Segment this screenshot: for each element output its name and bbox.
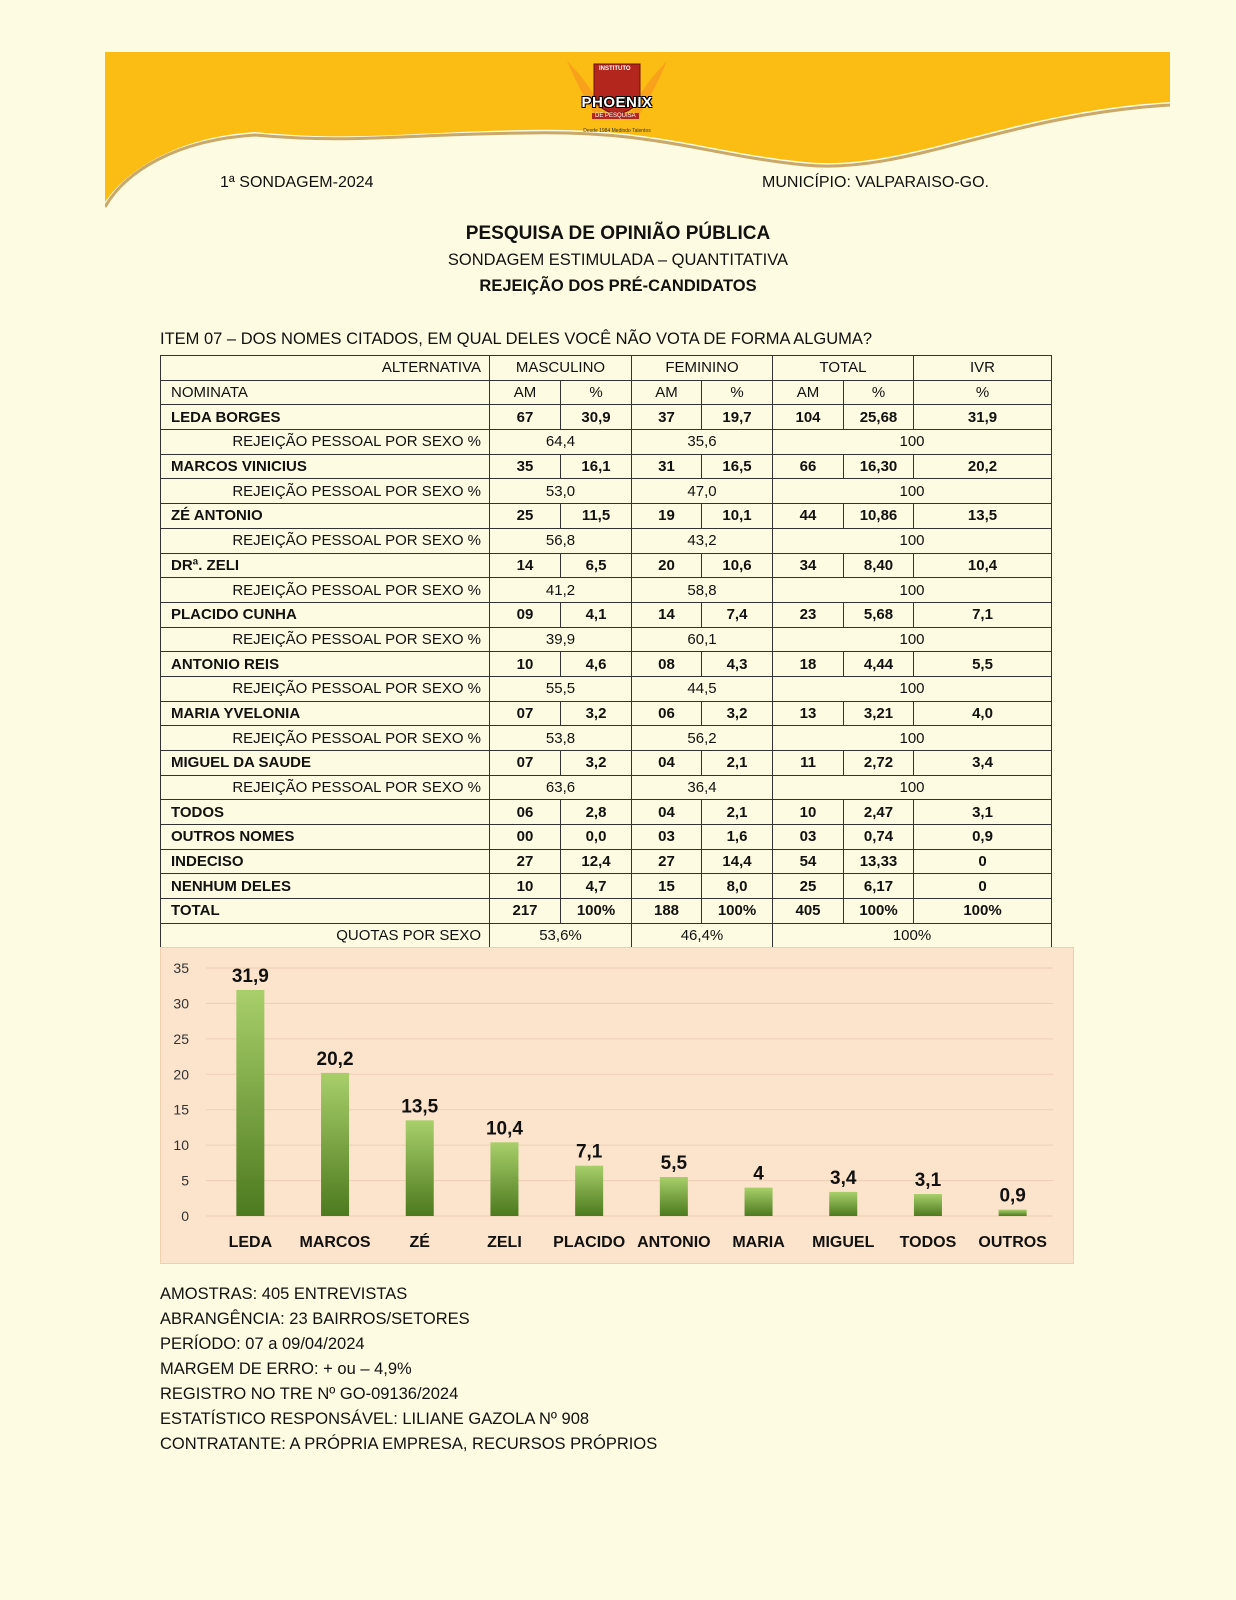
x-tick-label: MIGUEL [812, 1234, 875, 1251]
y-tick-label: 25 [173, 1030, 189, 1047]
data-label: 3,1 [914, 1170, 942, 1192]
table-row [161, 825, 1052, 850]
table-row [161, 899, 1052, 924]
data-label: 7,1 [575, 1141, 603, 1163]
table-row [161, 923, 1052, 948]
table-cell: 0,0 [561, 825, 632, 850]
candidate-name: MIGUEL DA SAUDE [161, 751, 490, 776]
table-cell: 06 [490, 800, 561, 825]
header-cell: FEMININO [632, 356, 773, 381]
candidate-name: ZÉ ANTONIO [161, 504, 490, 529]
data-label: 20,2 [316, 1048, 354, 1070]
table-cell: 27 [490, 849, 561, 874]
table-cell: 25,68 [844, 405, 914, 430]
table-cell: 12,4 [561, 849, 632, 874]
row-label: REJEIÇÃO PESSOAL POR SEXO % [161, 627, 490, 652]
table-cell: 67 [490, 405, 561, 430]
data-label: 31,9 [231, 965, 269, 987]
table-cell: 0 [914, 849, 1052, 874]
y-tick-label: 10 [173, 1137, 189, 1154]
table-cell: 13 [773, 701, 844, 726]
table-cell: 7,1 [914, 602, 1052, 627]
table-cell: 2,1 [702, 751, 773, 776]
candidate-name: ANTONIO REIS [161, 652, 490, 677]
rejection-table [160, 355, 1052, 949]
phoenix-logo: INSTITUTO PHOENIX DE PESQUISA Desde 1984 Medindo Talentos [562, 56, 672, 136]
table-cell: 66 [773, 454, 844, 479]
table-cell: 217 [490, 899, 561, 924]
table-row [161, 751, 1052, 776]
table-cell: 0 [914, 874, 1052, 899]
table-cell: 58,8 [632, 578, 773, 603]
candidate-name: PLACIDO CUNHA [161, 602, 490, 627]
table-row [161, 775, 1052, 800]
candidate-name: INDECISO [161, 849, 490, 874]
candidate-name: MARIA YVELONIA [161, 701, 490, 726]
table-cell: 2,47 [844, 800, 914, 825]
table-cell: 100% [773, 923, 1052, 948]
table-cell: 44,5 [632, 676, 773, 701]
table-cell: 53,6% [490, 923, 632, 948]
table-cell: 100 [773, 775, 1052, 800]
table-cell: 10 [490, 652, 561, 677]
bar-antonio [660, 1177, 688, 1216]
x-tick-label: ANTONIO [637, 1234, 711, 1251]
table-row [161, 380, 1052, 405]
table-cell: 46,4% [632, 923, 773, 948]
table-cell: 100 [773, 578, 1052, 603]
table-row [161, 553, 1052, 578]
table-cell: 43,2 [632, 528, 773, 553]
x-tick-label: MARCOS [299, 1234, 371, 1251]
methodology-notes [160, 1282, 657, 1457]
table-cell: 10,1 [702, 504, 773, 529]
row-label: REJEIÇÃO PESSOAL POR SEXO % [161, 430, 490, 455]
data-label: 5,5 [660, 1153, 688, 1175]
data-label: 0,9 [999, 1185, 1026, 1207]
table-row [161, 356, 1052, 381]
table-cell: 35,6 [632, 430, 773, 455]
bar-zé [406, 1120, 434, 1216]
table-cell: 2,72 [844, 751, 914, 776]
table-cell: 31 [632, 454, 702, 479]
table-cell: 3,1 [914, 800, 1052, 825]
table-cell: 8,40 [844, 553, 914, 578]
table-row [161, 479, 1052, 504]
table-row [161, 627, 1052, 652]
footer-line: MARGEM DE ERRO: + ou – 4,9% [160, 1360, 412, 1378]
table-cell: 53,0 [490, 479, 632, 504]
bar-zeli [490, 1142, 518, 1216]
table-cell: 36,4 [632, 775, 773, 800]
table-cell: 23 [773, 602, 844, 627]
page-subtitle: SONDAGEM ESTIMULADA – QUANTITATIVA [447, 251, 789, 269]
table-cell: 5,5 [914, 652, 1052, 677]
y-tick-label: 15 [173, 1101, 189, 1118]
table-cell: 30,9 [561, 405, 632, 430]
table-row [161, 874, 1052, 899]
table-cell: 0,74 [844, 825, 914, 850]
table-cell: 19 [632, 504, 702, 529]
table-cell: 100 [773, 528, 1052, 553]
municipality: MUNICÍPIO: VALPARAISO-GO. [762, 174, 989, 191]
row-label: QUOTAS POR SEXO [161, 923, 490, 948]
candidate-name: DRª. ZELI [161, 553, 490, 578]
table-cell: 10 [773, 800, 844, 825]
table-cell: 60,1 [632, 627, 773, 652]
table-cell: 41,2 [490, 578, 632, 603]
table-cell: 06 [632, 701, 702, 726]
table-row [161, 578, 1052, 603]
header-cell: TOTAL [773, 356, 914, 381]
table-row [161, 602, 1052, 627]
table-row [161, 800, 1052, 825]
bar-maria [745, 1188, 773, 1216]
x-tick-label: MARIA [732, 1234, 785, 1251]
table-cell: 03 [632, 825, 702, 850]
table-cell: 4,3 [702, 652, 773, 677]
x-tick-label: LEDA [228, 1234, 273, 1251]
table-cell: 07 [490, 751, 561, 776]
table-row [161, 701, 1052, 726]
table-cell: 4,1 [561, 602, 632, 627]
table-row [161, 454, 1052, 479]
table-cell: 3,21 [844, 701, 914, 726]
header-cell: % [914, 380, 1052, 405]
question-text: ITEM 07 – DOS NOMES CITADOS, EM QUAL DELES VOCÊ NÃO VOTA DE FORMA ALGUMA? [160, 330, 873, 348]
row-label: REJEIÇÃO PESSOAL POR SEXO % [161, 578, 490, 603]
table-cell: 63,6 [490, 775, 632, 800]
row-label: REJEIÇÃO PESSOAL POR SEXO % [161, 528, 490, 553]
table-cell: 44 [773, 504, 844, 529]
table-cell: 188 [632, 899, 702, 924]
table-cell: 34 [773, 553, 844, 578]
table-cell: 6,5 [561, 553, 632, 578]
table-cell: 100% [914, 899, 1052, 924]
y-tick-label: 30 [173, 995, 189, 1012]
footer-line: REGISTRO NO TRE Nº GO-09136/2024 [160, 1385, 459, 1403]
table-cell: 10,86 [844, 504, 914, 529]
bar-placido [575, 1166, 603, 1216]
table-row [161, 726, 1052, 751]
table-row [161, 652, 1052, 677]
table-cell: 64,4 [490, 430, 632, 455]
row-label: REJEIÇÃO PESSOAL POR SEXO % [161, 676, 490, 701]
table-cell: 10 [490, 874, 561, 899]
table-cell: 09 [490, 602, 561, 627]
page-topic: REJEIÇÃO DOS PRÉ-CANDIDATOS [479, 277, 757, 295]
table-row [161, 430, 1052, 455]
candidate-name: TOTAL [161, 899, 490, 924]
table-cell: 100% [702, 899, 773, 924]
table-cell: 2,1 [702, 800, 773, 825]
table-cell: 13,33 [844, 849, 914, 874]
table-cell: 04 [632, 800, 702, 825]
header-cell: % [561, 380, 632, 405]
header-cell: AM [490, 380, 561, 405]
table-cell: 16,5 [702, 454, 773, 479]
data-label: 4 [753, 1163, 764, 1185]
table-cell: 100% [561, 899, 632, 924]
header-cell: ALTERNATIVA [161, 356, 490, 381]
table-cell: 08 [632, 652, 702, 677]
table-cell: 16,1 [561, 454, 632, 479]
bar-outros [999, 1210, 1027, 1216]
table-row [161, 528, 1052, 553]
candidate-name: MARCOS VINICIUS [161, 454, 490, 479]
table-cell: 47,0 [632, 479, 773, 504]
header-cell: % [844, 380, 914, 405]
footer-line: PERÍODO: 07 a 09/04/2024 [160, 1335, 365, 1353]
table-cell: 100 [773, 726, 1052, 751]
candidate-name: NENHUM DELES [161, 874, 490, 899]
table-cell: 14 [490, 553, 561, 578]
table-cell: 14,4 [702, 849, 773, 874]
table-cell: 37 [632, 405, 702, 430]
page-title: PESQUISA DE OPINIÃO PÚBLICA [465, 223, 771, 244]
table-cell: 25 [773, 874, 844, 899]
table-cell: 100 [773, 676, 1052, 701]
candidate-name: OUTROS NOMES [161, 825, 490, 850]
table-cell: 03 [773, 825, 844, 850]
footer-line: CONTRATANTE: A PRÓPRIA EMPRESA, RECURSOS PRÓPRIOS [160, 1435, 658, 1453]
row-label: REJEIÇÃO PESSOAL POR SEXO % [161, 726, 490, 751]
table-cell: 100 [773, 430, 1052, 455]
table-cell: 55,5 [490, 676, 632, 701]
table-cell: 07 [490, 701, 561, 726]
table-cell: 31,9 [914, 405, 1052, 430]
table-cell: 100 [773, 479, 1052, 504]
header-cell: MASCULINO [490, 356, 632, 381]
header-cell: % [702, 380, 773, 405]
x-tick-label: ZELI [487, 1234, 522, 1251]
header-cell: AM [773, 380, 844, 405]
y-tick-label: 35 [173, 960, 189, 976]
rejection-bar-chart [160, 947, 1074, 1264]
y-tick-label: 20 [173, 1066, 189, 1083]
bar-miguel [829, 1192, 857, 1216]
bar-todos [914, 1194, 942, 1216]
table-cell: 11 [773, 751, 844, 776]
table-cell: 2,8 [561, 800, 632, 825]
table-cell: 10,4 [914, 553, 1052, 578]
table-cell: 3,2 [561, 751, 632, 776]
header-cell: IVR [914, 356, 1052, 381]
footer-line: ESTATÍSTICO RESPONSÁVEL: LILIANE GAZOLA Nº 908 [160, 1410, 590, 1428]
row-label: REJEIÇÃO PESSOAL POR SEXO % [161, 479, 490, 504]
table-cell: 18 [773, 652, 844, 677]
bar-marcos [321, 1073, 349, 1216]
table-cell: 405 [773, 899, 844, 924]
table-cell: 39,9 [490, 627, 632, 652]
table-cell: 19,7 [702, 405, 773, 430]
footer-line: ABRANGÊNCIA: 23 BAIRROS/SETORES [160, 1310, 470, 1328]
table-cell: 104 [773, 405, 844, 430]
data-label: 10,4 [485, 1118, 523, 1140]
table-cell: 6,17 [844, 874, 914, 899]
table-cell: 4,0 [914, 701, 1052, 726]
table-cell: 4,7 [561, 874, 632, 899]
x-tick-label: OUTROS [978, 1234, 1047, 1251]
table-cell: 3,2 [702, 701, 773, 726]
table-cell: 20 [632, 553, 702, 578]
table-cell: 10,6 [702, 553, 773, 578]
table-cell: 4,44 [844, 652, 914, 677]
table-cell: 54 [773, 849, 844, 874]
candidate-name: TODOS [161, 800, 490, 825]
table-row [161, 504, 1052, 529]
table-cell: 56,8 [490, 528, 632, 553]
table-cell: 16,30 [844, 454, 914, 479]
table-cell: 7,4 [702, 602, 773, 627]
table-cell: 8,0 [702, 874, 773, 899]
data-label: 13,5 [401, 1096, 439, 1118]
x-tick-label: TODOS [899, 1234, 957, 1251]
survey-edition: 1ª SONDAGEM-2024 [220, 174, 374, 191]
table-row [161, 849, 1052, 874]
table-cell: 20,2 [914, 454, 1052, 479]
table-cell: 5,68 [844, 602, 914, 627]
table-cell: 3,4 [914, 751, 1052, 776]
table-cell: 14 [632, 602, 702, 627]
bar-leda [236, 990, 264, 1216]
table-cell: 27 [632, 849, 702, 874]
table-row [161, 405, 1052, 430]
table-cell: 100% [844, 899, 914, 924]
y-tick-label: 5 [181, 1172, 189, 1189]
table-cell: 0,9 [914, 825, 1052, 850]
table-cell: 1,6 [702, 825, 773, 850]
table-cell: 3,2 [561, 701, 632, 726]
y-tick-label: 0 [181, 1208, 189, 1224]
data-label: 3,4 [830, 1167, 857, 1189]
x-tick-label: ZÉ [409, 1234, 430, 1251]
table-cell: 15 [632, 874, 702, 899]
row-label: REJEIÇÃO PESSOAL POR SEXO % [161, 775, 490, 800]
table-row [161, 676, 1052, 701]
table-cell: 25 [490, 504, 561, 529]
table-cell: 100 [773, 627, 1052, 652]
table-cell: 00 [490, 825, 561, 850]
table-cell: 53,8 [490, 726, 632, 751]
table-cell: 11,5 [561, 504, 632, 529]
x-tick-label: PLACIDO [553, 1234, 626, 1251]
footer-line: AMOSTRAS: 405 ENTREVISTAS [160, 1285, 408, 1303]
table-cell: 35 [490, 454, 561, 479]
table-cell: 4,6 [561, 652, 632, 677]
table-cell: 04 [632, 751, 702, 776]
table-cell: 13,5 [914, 504, 1052, 529]
table-cell: 56,2 [632, 726, 773, 751]
header-cell: AM [632, 380, 702, 405]
candidate-name: LEDA BORGES [161, 405, 490, 430]
header-cell: NOMINATA [161, 380, 490, 405]
